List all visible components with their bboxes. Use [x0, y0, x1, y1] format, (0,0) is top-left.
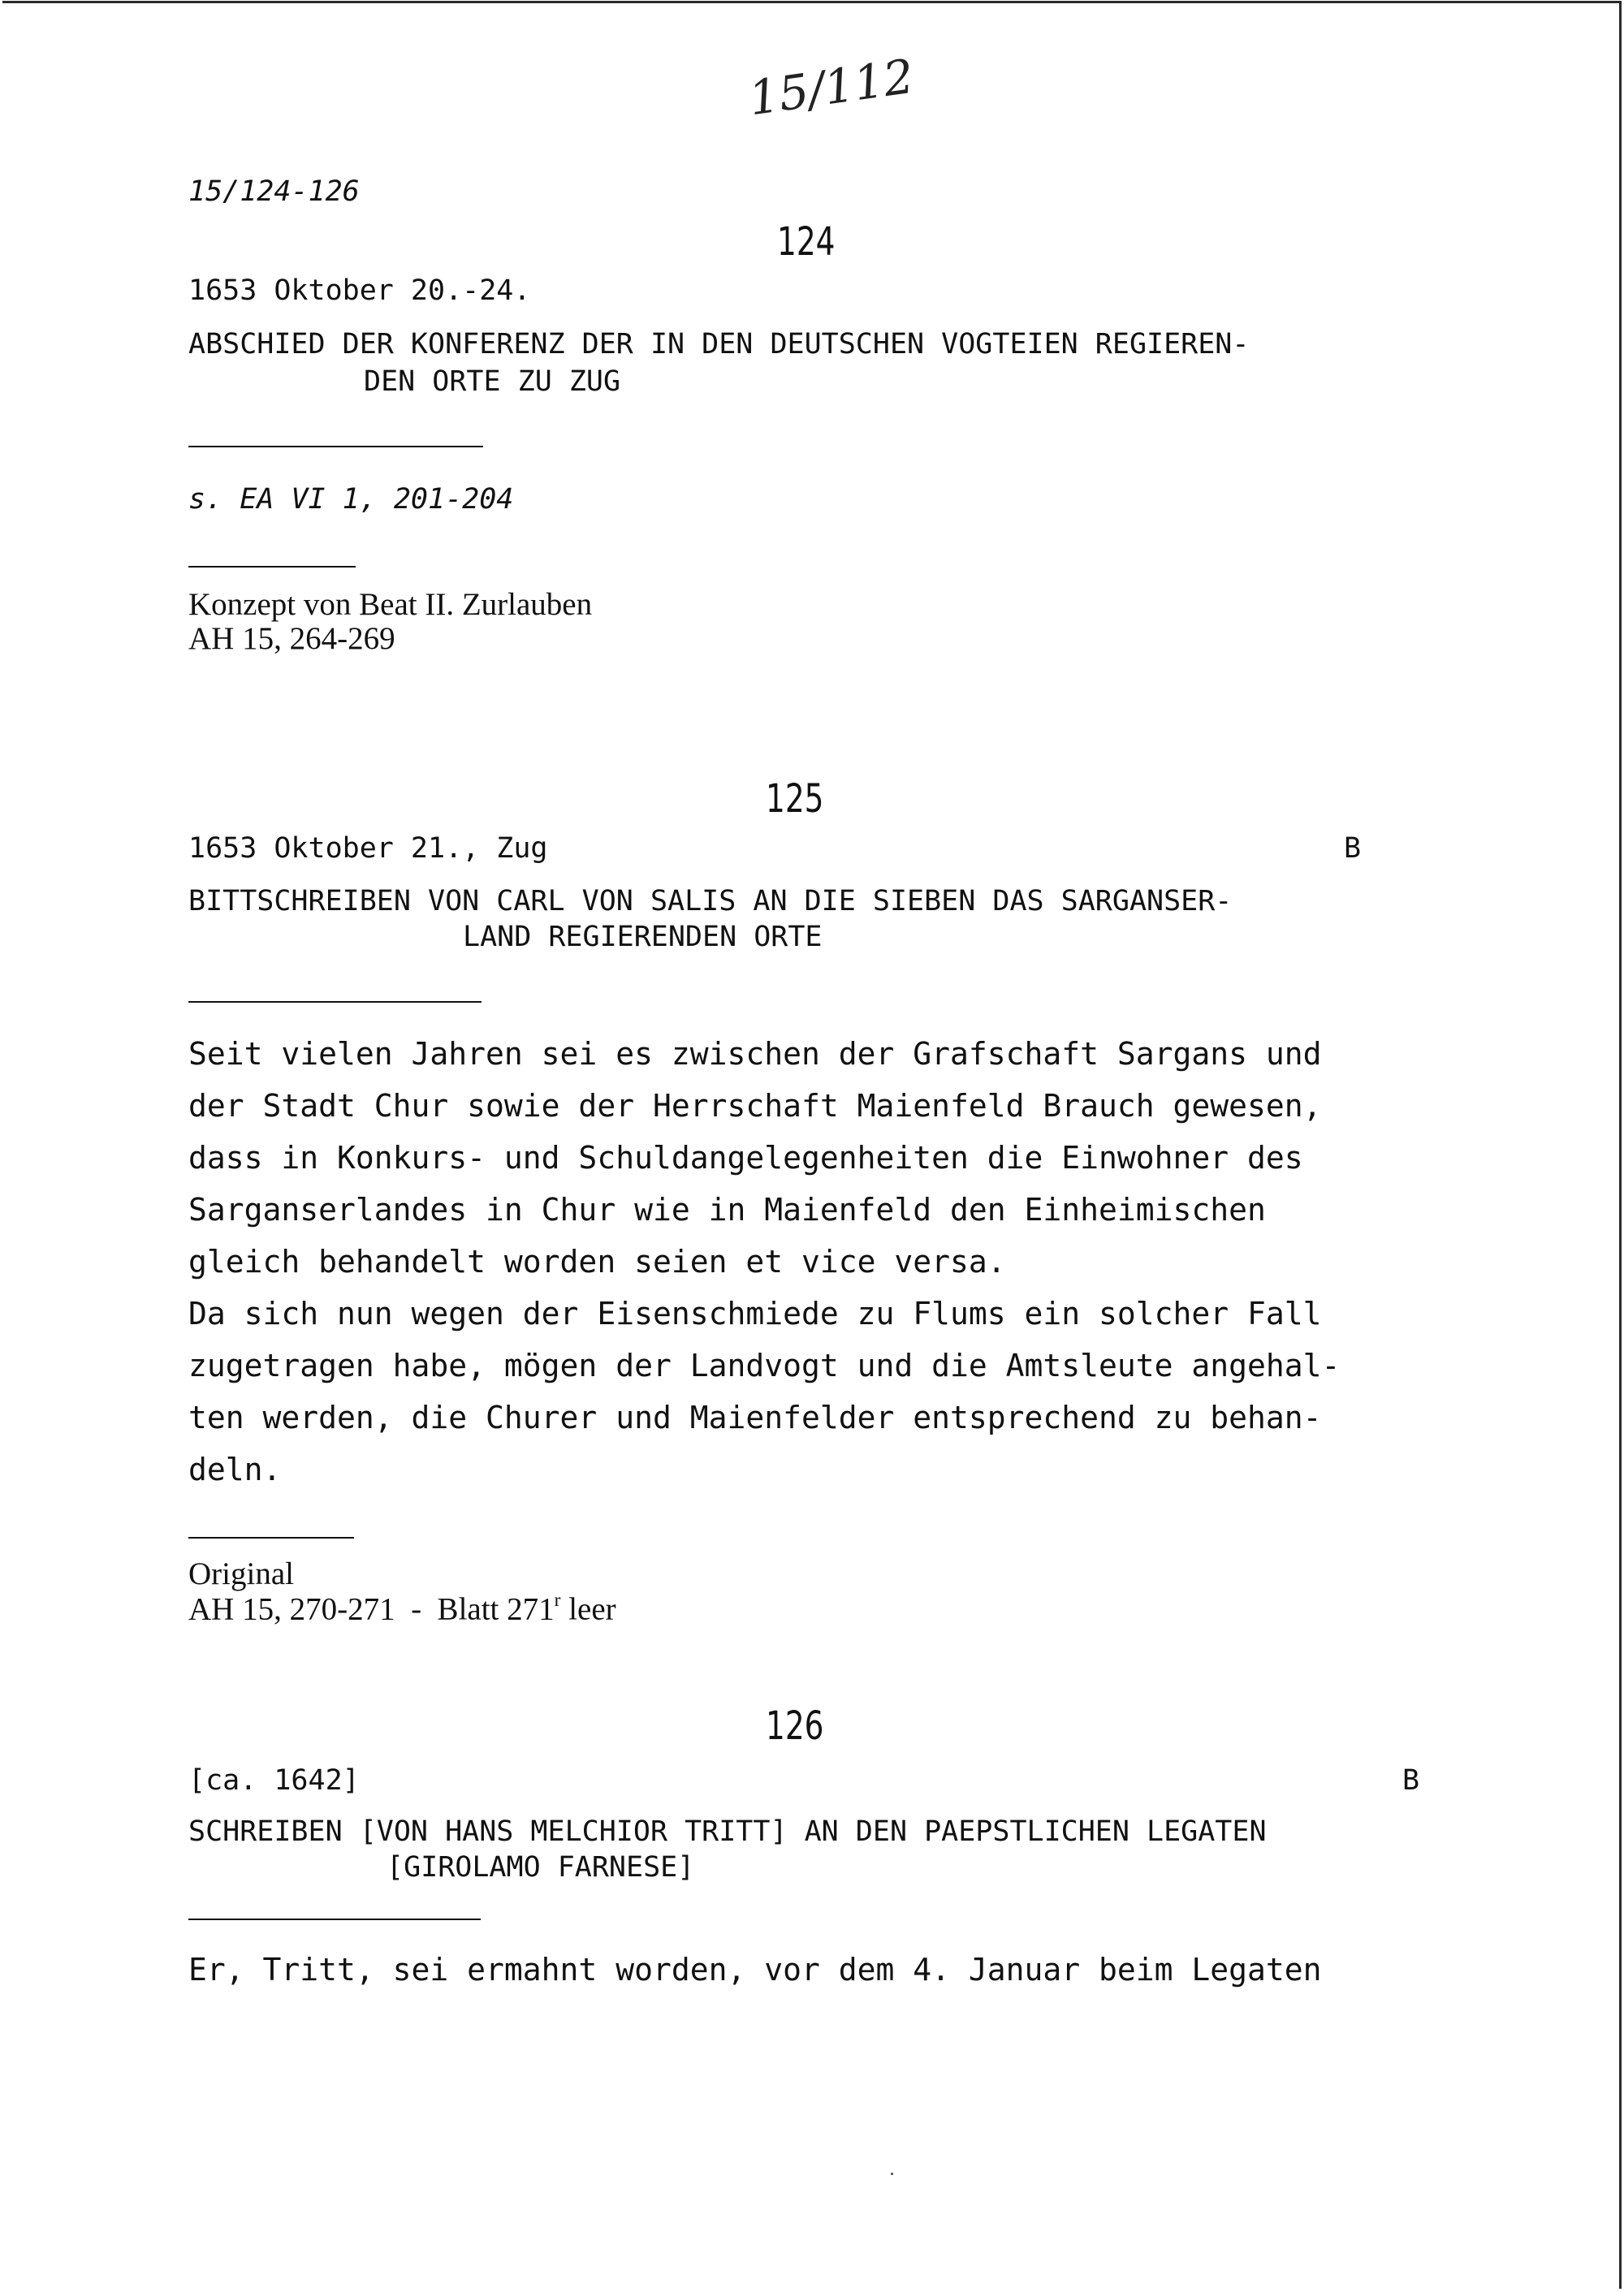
- entry-126-marker: B: [1402, 1764, 1420, 1797]
- entry-125-marker: B: [1344, 832, 1362, 865]
- entry-125-date: 1653 Oktober 21., Zug: [188, 832, 548, 865]
- entry-125-source-ref-text: AH 15, 270-271 - Blatt 271: [188, 1591, 555, 1627]
- entry-125-title-line-1: BITTSCHREIBEN VON CARL VON SALIS AN DIE SIEBEN DAS SARGANSER-: [188, 885, 1233, 917]
- range-reference: 15/124-126: [188, 175, 360, 208]
- entry-125-body-line-5: gleich behandelt worden seien et vice versa.: [188, 1244, 1006, 1280]
- entry-number-125: 125: [766, 776, 824, 822]
- entry-125-source-superscript: r: [554, 1590, 561, 1611]
- entry-125-body-line-9: deln.: [188, 1452, 282, 1487]
- entry-125-source-type: Original: [188, 1556, 294, 1591]
- entry-124-source-line-2: AH 15, 264-269: [188, 621, 395, 656]
- handwritten-archive-mark: 15/112: [745, 48, 918, 127]
- entry-125-body-line-2: der Stadt Chur sowie der Herrschaft Maienfeld Brauch gewesen,: [188, 1088, 1322, 1124]
- entry-124-title-line-2: DEN ORTE ZU ZUG: [364, 365, 621, 398]
- entry-126-date: [ca. 1642]: [188, 1764, 360, 1797]
- entry-126-body-line-1: Er, Tritt, sei ermahnt worden, vor dem 4. Januar beim Legaten: [188, 1952, 1322, 1988]
- entry-125-title-line-2: LAND REGIERENDEN ORTE: [463, 921, 823, 953]
- entry-125-body-line-3: dass in Konkurs- und Schuldangelegenheiten die Einwohner des: [188, 1140, 1303, 1176]
- entry-125-body-line-8: ten werden, die Churer und Maienfelder entsprechend zu behan-: [188, 1400, 1322, 1435]
- entry-125-title-rule: [188, 1001, 482, 1003]
- entry-125-body-line-6: Da sich nun wegen der Eisenschmiede zu Flums ein solcher Fall: [188, 1296, 1322, 1332]
- entry-124-date: 1653 Oktober 20.-24.: [188, 274, 531, 307]
- entry-126-title-rule: [188, 1919, 481, 1920]
- entry-126-title-line-1: SCHREIBEN [VON HANS MELCHIOR TRITT] AN DEN PAEPSTLICHEN LEGATEN: [188, 1815, 1267, 1848]
- entry-124-reference: s. EA VI 1, 201-204: [188, 483, 514, 516]
- scan-speck: [891, 2173, 893, 2175]
- entry-125-source-ref: [188, 1590, 616, 1627]
- entry-125-body-line-1: Seit vielen Jahren sei es zwischen der Grafschaft Sargans und: [188, 1036, 1322, 1072]
- entry-125-body-line-7: zugetragen habe, mögen der Landvogt und die Amtsleute angehal-: [188, 1348, 1341, 1383]
- entry-124-source-line-1: Konzept von Beat II. Zurlauben: [188, 587, 593, 622]
- entry-125-source-tail: leer: [560, 1591, 616, 1627]
- entry-124-title-line-1: ABSCHIED DER KONFERENZ DER IN DEN DEUTSCHEN VOGTEIEN REGIEREN-: [188, 328, 1250, 360]
- entry-125-source-rule: [188, 1537, 354, 1539]
- entry-number-126: 126: [766, 1703, 824, 1749]
- entry-number-124: 124: [777, 219, 836, 265]
- entry-125-body-line-4: Sarganserlandes in Chur wie in Maienfeld den Einheimischen: [188, 1192, 1266, 1228]
- entry-124-source-rule: [188, 566, 356, 568]
- entry-124-title-rule: [188, 446, 483, 447]
- entry-126-title-line-2: [GIROLAMO FARNESE]: [387, 1851, 695, 1884]
